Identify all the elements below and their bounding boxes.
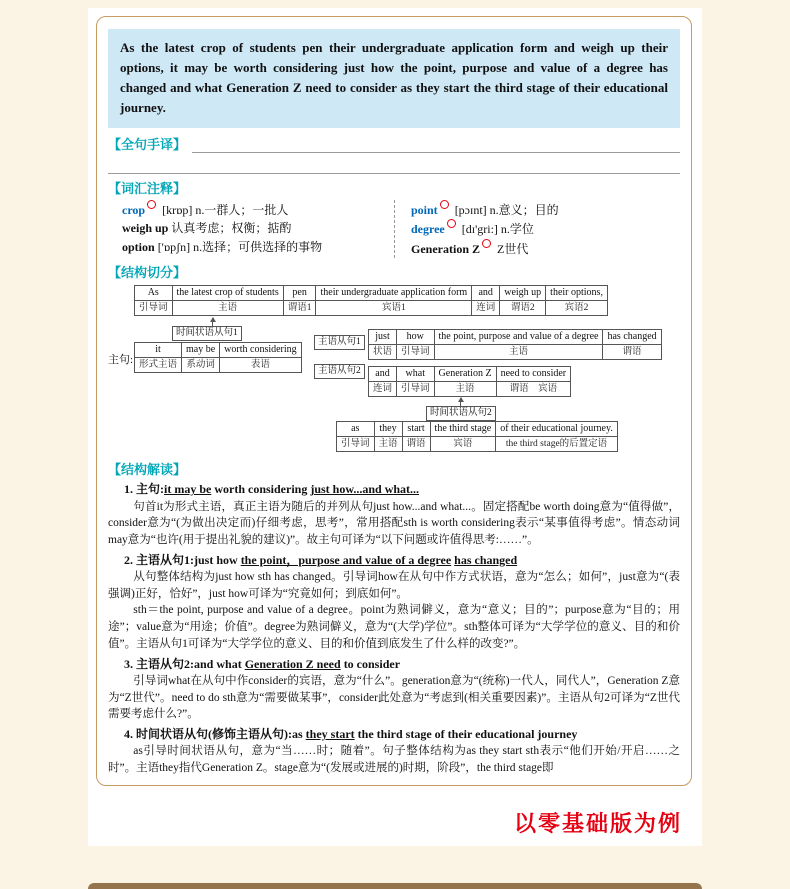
cell: As — [135, 286, 173, 301]
cell: Generation Z — [434, 367, 496, 382]
vocab-detail: [pɔɪnt] n.意义；目的 — [454, 202, 559, 217]
cell: worth considering — [220, 343, 302, 358]
analysis-item-4 — [108, 726, 680, 777]
vocab-detail: ['ɒpʃn] n.选择；可供选择的事物 — [157, 239, 323, 254]
tag-subject-clause-1: 主语从句1 — [314, 335, 365, 350]
rare-word-badge-icon — [147, 200, 156, 209]
grammar-label: 形式主语 — [135, 358, 182, 373]
underlined-phrase: the point，purpose and value of a degree — [240, 552, 452, 567]
item-title: 时间状语从句(修饰主语从句): — [136, 726, 292, 741]
section-translation — [108, 134, 680, 174]
cell: and — [472, 286, 500, 301]
rare-word-badge-icon — [447, 219, 456, 228]
underlined-phrase: has changed — [454, 552, 518, 567]
tag-time-clause-2: 时间状语从句2 — [426, 406, 496, 421]
main-clause-label: 主句: — [108, 354, 134, 367]
phrase: and what — [194, 656, 245, 671]
next-page-edge — [88, 883, 702, 889]
item-number: 3. — [124, 656, 136, 671]
vocab-entry — [411, 200, 680, 220]
vocab-word: weigh up — [122, 221, 169, 236]
grammar-label: 表语 — [220, 358, 302, 373]
phrase: the third stage of their educational journey — [354, 726, 578, 741]
clause-table-main — [134, 342, 302, 373]
grammar-label: 状语 — [369, 345, 397, 360]
cell: what — [397, 367, 435, 382]
writing-line — [108, 153, 680, 174]
analysis-body: 引导词what在从句中作consider的宾语，意为“什么”。generation意为“(统称)一代人，同代人”，Generation Z意为“Z世代”。need to do sth意为“需要做某事”，consider此处意为“考虑到(相关重要因素)”。主语从句2可译为“Z世代需要考虑什么?”。 — [108, 674, 680, 721]
up-arrow-icon — [212, 318, 213, 326]
analysis-heading — [124, 481, 680, 498]
vocab-detail: [krɒp] n.一群人；一批人 — [162, 202, 289, 217]
up-arrow-icon — [460, 398, 461, 406]
vocab-column-left — [108, 200, 394, 259]
vocab-column-right — [394, 200, 680, 259]
rare-word-badge-icon — [440, 200, 449, 209]
grammar-label: 谓语1 — [283, 301, 316, 316]
tag-time-clause-1: 时间状语从句1 — [172, 326, 242, 341]
clause-table-subject-2 — [368, 366, 571, 397]
item-title: 主语从句2: — [136, 656, 194, 671]
section-vocabulary — [108, 178, 680, 259]
cell: it — [135, 343, 182, 358]
grammar-label: 宾语2 — [546, 301, 608, 316]
cell: has changed — [603, 330, 661, 345]
underlined-phrase: just how...and what... — [310, 482, 420, 497]
analysis-body: 句首it为形式主语，真正主语为随后的并列从句just how...and what...。固定搭配be worth doing意为“值得做”，consider意为“(为做出决定而)仔细考虑，思考”，常用搭配sth is worth considering表示“某事值得考虑”。情态动词may意为“也许(用于提出礼貌的建议)”。故主句可译为“以下问题或许值得思考:……”。 — [108, 500, 680, 547]
grammar-label: 主语 — [434, 382, 496, 397]
analysis-heading — [124, 656, 680, 673]
vocab-word: Generation Z — [411, 241, 480, 256]
cell: their options, — [546, 286, 608, 301]
vocab-word: degree — [411, 222, 445, 237]
cell: the third stage — [430, 422, 496, 437]
grammar-label: 主语 — [434, 345, 603, 360]
item-number: 2. — [124, 552, 136, 567]
cell: weigh up — [500, 286, 546, 301]
grammar-label: 谓语 — [402, 437, 430, 452]
tag-subject-clause-2: 主语从句2 — [314, 364, 365, 379]
phrase: just how — [194, 552, 241, 567]
grammar-label: 主语 — [374, 437, 402, 452]
cell: need to consider — [496, 367, 571, 382]
grammar-label: 系动词 — [182, 358, 220, 373]
section-analysis — [108, 459, 680, 776]
rare-word-badge-icon — [482, 239, 491, 248]
grammar-label: 宾语1 — [316, 301, 472, 316]
book-page — [88, 8, 702, 846]
phrase: to consider — [340, 656, 401, 671]
grammar-label: 引导词 — [397, 382, 435, 397]
sentence-text: As the latest crop of students pen their undergraduate application form and weigh up their options, it may be worth considering just how the point, purpose and value of a degree has changed and what Generation Z need to consider as they start the third stage of their educational journey. — [120, 40, 668, 116]
analysis-heading — [124, 726, 680, 743]
vocab-entry — [122, 219, 394, 238]
phrase: as — [292, 726, 306, 741]
analysis-heading — [124, 552, 680, 569]
vocab-detail: 认真考虑；权衡；掂酌 — [171, 221, 292, 236]
vocab-entry — [411, 219, 680, 239]
vocab-word: option — [122, 239, 155, 254]
grammar-label: 主语 — [172, 301, 283, 316]
clause-table-subject-1 — [368, 329, 662, 360]
item-number: 1. — [124, 482, 136, 497]
cell: just — [369, 330, 397, 345]
grammar-label: 引导词 — [397, 345, 435, 360]
cell: of their educational journey. — [496, 422, 618, 437]
item-number: 4. — [124, 726, 136, 741]
analysis-item-1 — [108, 481, 680, 548]
cell: start — [402, 422, 430, 437]
vocab-grid — [108, 200, 680, 259]
cell: they — [374, 422, 402, 437]
writing-line — [192, 138, 680, 153]
sentence-structure-diagram — [108, 285, 680, 455]
analysis-body: 从句整体结构为just how sth has changed。引导词how在从句中作方式状语，意为“怎么；如何”，just意为“(表强调)正好，恰好”，just how可译为“究竟如何；到底如何”。 — [108, 571, 680, 600]
sentence-box — [108, 29, 680, 128]
cell: how — [397, 330, 435, 345]
grammar-label: 连词 — [369, 382, 397, 397]
cell: as — [337, 422, 375, 437]
cell: pen — [283, 286, 316, 301]
grammar-label: 连词 — [472, 301, 500, 316]
analysis-item-2 — [108, 552, 680, 653]
vocab-entry — [122, 238, 394, 257]
cell: and — [369, 367, 397, 382]
underlined-phrase: they start — [305, 726, 355, 741]
cell: may be — [182, 343, 220, 358]
phrase: worth considering — [211, 482, 311, 497]
analysis-body: as引导时间状语从句，意为“当……时；随着”。句子整体结构为as they start sth表示“他们开始/开启……之时”。主语they指代Generation Z。stage意为“(发展或进展的)时期，阶段”，the third stage即 — [108, 745, 680, 774]
underlined-phrase: Generation Z need — [244, 656, 341, 671]
section-title-translation: 【全句手译】 — [108, 136, 187, 152]
cell: the latest crop of students — [172, 286, 283, 301]
analysis-item-3 — [108, 656, 680, 723]
item-title: 主句: — [136, 482, 164, 497]
section-title-analysis: 【结构解读】 — [108, 462, 187, 478]
clause-table-time-2 — [336, 421, 618, 452]
grammar-label: 谓语 宾语 — [496, 382, 571, 397]
vocab-detail: Z世代 — [497, 241, 529, 256]
vocab-detail: [dɪ'gri:] n.学位 — [461, 222, 534, 237]
grammar-label: 谓语 — [603, 345, 661, 360]
vocab-entry — [411, 239, 680, 259]
grammar-label: 宾语 — [430, 437, 496, 452]
vocab-word: crop — [122, 202, 146, 217]
section-title-structure: 【结构切分】 — [108, 265, 187, 281]
vocab-entry — [122, 200, 394, 220]
clause-table-main-sentence — [134, 285, 608, 316]
cell: their undergraduate application form — [316, 286, 472, 301]
item-title: 主语从句1: — [136, 552, 194, 567]
grammar-label: 引导词 — [337, 437, 375, 452]
section-structure — [108, 262, 680, 455]
grammar-label: the third stage的后置定语 — [496, 437, 618, 452]
analysis-body: sth＝the point, purpose and value of a degree。point为熟词僻义，意为“意义；目的”；purpose意为“目的；用途”；value意为“用途；价值”。degree为熟词僻义，意为“(大学)学位”。sth整体可译为“大学学位的意义、目的和价值”。主语从句1可译为“大学学位的意义、目的和价值到底发生了什么样的改变?”。 — [108, 604, 680, 650]
cell: the point, purpose and value of a degree — [434, 330, 603, 345]
grammar-label: 谓语2 — [500, 301, 546, 316]
page-frame — [96, 16, 692, 786]
grammar-label: 引导词 — [135, 301, 173, 316]
vocab-word: point — [411, 202, 438, 217]
underlined-phrase: it may be — [164, 482, 212, 497]
edition-caption: 以零基础版为例 — [513, 811, 682, 836]
section-title-vocabulary: 【词汇注释】 — [108, 180, 187, 196]
